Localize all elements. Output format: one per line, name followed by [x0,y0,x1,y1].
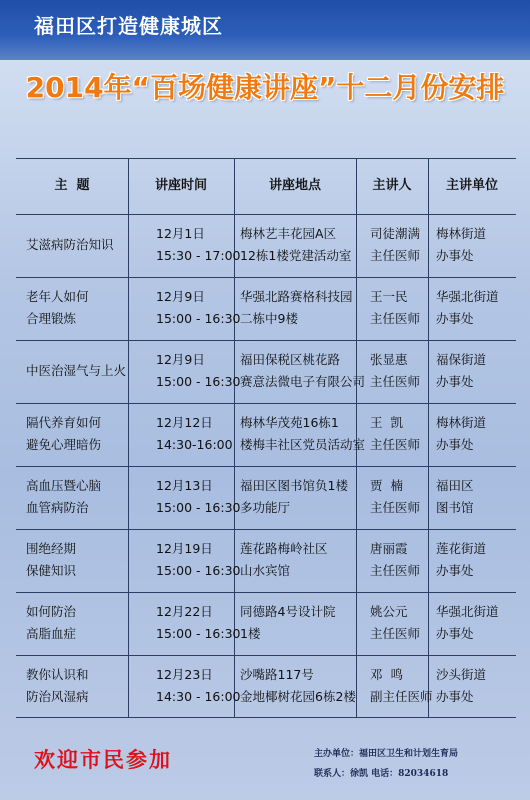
row-3-place-line-1: 福田保税区桃花路 [240,351,341,367]
row-3-time-line-2: 15:00 - 16:30 [156,373,241,389]
row-2-topic-line-2: 合理锻炼 [26,310,77,326]
row-4-speaker-line-2: 主任医师 [370,436,421,452]
row-2-time-line-1: 12月9日 [156,288,205,304]
row-5-time-line-2: 15:00 - 16:30 [156,499,241,515]
row-7-time-line-1: 12月22日 [156,603,213,619]
row-8-place-line-1: 沙嘴路117号 [240,666,314,682]
row-7-place-line-1: 同德路4号设计院 [240,603,336,619]
row-2-place-line-2: 二栋中9楼 [240,310,298,326]
row-6-place-line-2: 山水宾馆 [240,562,291,578]
row-8-speaker-line-1: 邓 鸣 [370,666,403,682]
welcome-text: 欢迎市民参加 [34,748,172,772]
row-8-time-line-1: 12月23日 [156,666,213,682]
header-time: 讲座时间 [154,178,207,193]
row-2-unit-line-2: 办事处 [436,310,474,326]
row-8-speaker-line-2: 副主任医师 [370,688,433,704]
table-hline [16,158,516,159]
row-7-topic-line-1: 如何防治 [26,603,77,619]
row-6-unit-line-1: 莲花街道 [436,540,487,556]
row-4-topic-line-1: 隔代养育如何 [26,414,102,430]
header-bar [0,0,530,60]
row-6-place-line-1: 莲花路梅岭社区 [240,540,328,556]
contact-text: 联系人：徐凯 电话：82034618 [314,769,449,779]
table-hline [16,592,516,593]
row-5-unit-line-1: 福田区 [436,477,474,493]
row-4-unit-line-1: 梅林街道 [436,414,487,430]
row-8-place-line-2: 金地椰树花园6栋2楼 [240,688,356,704]
row-1-time-line-2: 15:30 - 17:00 [156,247,241,263]
row-6-topic-line-2: 保健知识 [26,562,77,578]
row-8-topic-line-2: 防治风湿病 [26,688,89,704]
row-5-speaker-line-2: 主任医师 [370,499,421,515]
row-7-speaker-line-2: 主任医师 [370,625,421,641]
row-4-unit-line-2: 办事处 [436,436,474,452]
row-5-place-line-2: 多功能厅 [240,499,291,515]
row-1-place-line-2: 12栋1楼党建活动室 [240,247,352,263]
row-1-time-line-1: 12月1日 [156,225,205,241]
row-8-unit-line-2: 办事处 [436,688,474,704]
row-5-unit-line-2: 图书馆 [436,499,474,515]
row-8-unit-line-1: 沙头街道 [436,666,487,682]
table-hline [16,717,516,718]
row-5-place-line-1: 福田区图书馆负1楼 [240,477,348,493]
row-6-unit-line-2: 办事处 [436,562,474,578]
table-hline [16,403,516,404]
row-7-time-line-2: 15:00 - 16:30 [156,625,241,641]
row-6-time-line-2: 15:00 - 16:30 [156,562,241,578]
row-8-topic-line-1: 教你认识和 [26,666,89,682]
row-8-time-line-2: 14:30 - 16:00 [156,688,241,704]
page-title: 2014年“百场健康讲座”十二月份安排 [25,71,505,104]
row-2-unit-line-1: 华强北街道 [436,288,499,304]
schedule-table [16,158,516,718]
row-2-speaker-line-1: 王一民 [370,288,408,304]
table-hline [16,466,516,467]
header-unit: 主讲单位 [445,178,498,193]
organizer-text: 主办单位：福田区卫生和计划生育局 [314,749,459,759]
row-1-unit-line-2: 办事处 [436,247,474,263]
row-3-place-line-2: 赛意法微电子有限公司 [240,373,366,389]
header-topic: 主 题 [54,178,90,193]
row-4-time-line-1: 12月12日 [156,414,213,430]
row-5-time-line-1: 12月13日 [156,477,213,493]
row-6-speaker-line-2: 主任医师 [370,562,421,578]
row-4-topic-line-2: 避免心理暗伤 [26,436,102,452]
row-2-speaker-line-2: 主任医师 [370,310,421,326]
row-7-speaker-line-1: 姚公元 [370,603,408,619]
row-1-unit-line-1: 梅林街道 [436,225,487,241]
row-7-place-line-2: 1楼 [240,625,261,641]
table-hline [16,214,516,215]
row-4-place-line-2: 楼梅丰社区党员活动室 [240,436,366,452]
row-4-speaker-line-1: 王 凯 [370,414,403,430]
row-1-place-line-1: 梅林艺丰花园A区 [240,225,337,241]
table-hline [16,529,516,530]
row-7-unit-line-1: 华强北街道 [436,603,499,619]
row-7-topic-line-2: 高脂血症 [26,625,77,641]
table-hline [16,340,516,341]
row-1-speaker-line-2: 主任医师 [370,247,421,263]
row-3-speaker-line-1: 张显惠 [370,351,408,367]
header-speaker: 主讲人 [372,178,412,193]
row-4-time-line-2: 14:30-16:00 [156,436,233,452]
row-1-topic-line-1: 艾滋病防治知识 [26,236,114,252]
org-title: 福田区打造健康城区 [34,14,223,38]
row-2-topic-line-1: 老年人如何 [26,288,89,304]
row-3-topic-line-1: 中医治湿气与上火 [26,362,127,378]
row-6-time-line-1: 12月19日 [156,540,213,556]
table-hline [16,655,516,656]
row-4-place-line-1: 梅林华茂苑16栋1 [240,414,339,430]
row-3-unit-line-1: 福保街道 [436,351,487,367]
row-2-time-line-2: 15:00 - 16:30 [156,310,241,326]
row-6-topic-line-1: 围绝经期 [26,540,77,556]
row-5-topic-line-2: 血管病防治 [26,499,89,515]
table-vline [428,158,429,718]
table-vline [128,158,129,718]
row-6-speaker-line-1: 唐丽霞 [370,540,408,556]
row-1-speaker-line-1: 司徒潮满 [370,225,421,241]
row-3-speaker-line-2: 主任医师 [370,373,421,389]
row-5-topic-line-1: 高血压暨心脑 [26,477,102,493]
row-3-time-line-1: 12月9日 [156,351,205,367]
row-7-unit-line-2: 办事处 [436,625,474,641]
row-3-unit-line-2: 办事处 [436,373,474,389]
header-place: 讲座地点 [268,178,321,193]
row-2-place-line-1: 华强北路赛格科技园 [240,288,353,304]
row-5-speaker-line-1: 贾 楠 [370,477,403,493]
table-hline [16,277,516,278]
